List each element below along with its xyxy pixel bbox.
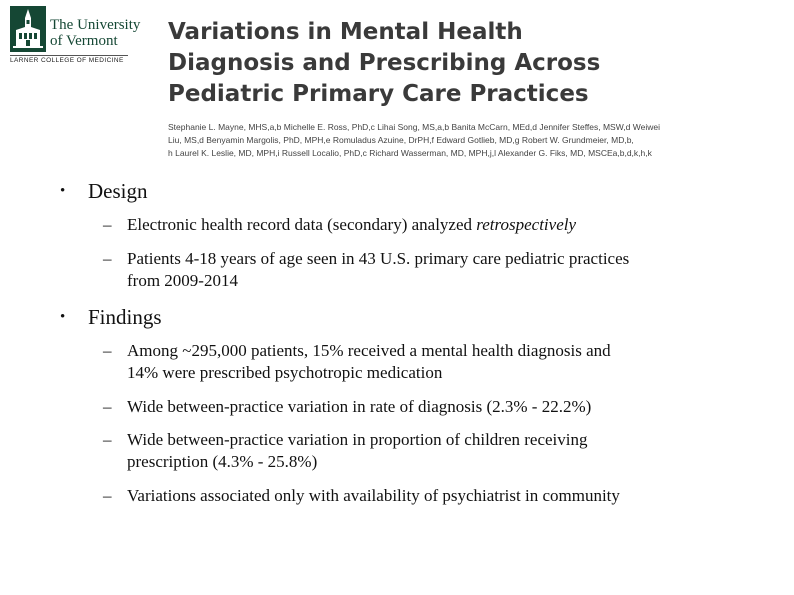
findings-heading (60, 305, 162, 329)
list-item-text: from 2009-2014 (127, 271, 238, 290)
author-line: Liu, MS,d Benyamin Margolis, PhD, MPH,e Romuladus Azuine, DrPH,f Edward Gotlieb, MD,g Robert W. Grundmeier, MD,b, (168, 135, 634, 145)
dash-icon: – (103, 249, 112, 268)
bullet-icon: • (60, 183, 66, 199)
list-item-emphasis: retrospectively (476, 215, 577, 234)
list-item (103, 429, 723, 473)
list-item (103, 396, 723, 418)
list-item (103, 214, 723, 236)
list-item-text: Wide between-practice variation in proportion of children receiving (127, 430, 588, 449)
list-item (103, 340, 723, 384)
list-item-text: prescription (4.3% - 25.8%) (127, 452, 318, 471)
design-label: Design (88, 179, 148, 203)
building-icon (10, 6, 46, 52)
list-item-text: Variations associated only with availability of psychiatrist in community (127, 486, 620, 505)
dash-icon: – (103, 486, 112, 505)
author-line: Stephanie L. Mayne, MHS,a,b Michelle E. Ross, PhD,c Lihai Song, MS,a,b Banita McCarn, MEd,d Jennifer Steffes, MSW,d Weiwei (168, 122, 660, 132)
uvm-logo (8, 4, 141, 64)
dash-icon: – (103, 215, 112, 234)
list-item (103, 485, 723, 507)
dash-icon: – (103, 397, 112, 416)
paper-authors (168, 121, 688, 160)
list-item-text: Patients 4-18 years of age seen in 43 U.S. primary care pediatric practices (127, 249, 630, 268)
list-item-text: Wide between-practice variation in rate of diagnosis (2.3% - 22.2%) (127, 397, 592, 416)
uvm-name-line2: of Vermont (50, 33, 118, 49)
list-item (103, 248, 723, 292)
dash-icon: – (103, 430, 112, 449)
design-heading (60, 179, 148, 203)
bullet-icon: • (60, 309, 66, 325)
logo-divider (10, 55, 128, 56)
paper-title-line: Pediatric Primary Care Practices (168, 81, 589, 107)
author-line: h Laurel K. Leslie, MD, MPH,i Russell Localio, PhD,c Richard Wasserman, MD, MPH,j,l Alexander G. Fiks, MD, MSCEa,b,d,k,h,k (168, 148, 652, 158)
paper-title-line: Diagnosis and Prescribing Across (168, 50, 601, 76)
list-item-text: Among ~295,000 patients, 15% received a mental health diagnosis and (127, 341, 611, 360)
findings-label: Findings (88, 305, 162, 329)
paper-title (168, 17, 688, 110)
uvm-name-line1: The University (50, 17, 141, 33)
list-item-text: Electronic health record data (secondary) analyzed (127, 215, 477, 234)
dash-icon: – (103, 341, 112, 360)
list-item-text: 14% were prescribed psychotropic medication (127, 363, 443, 382)
paper-title-line: Variations in Mental Health (168, 19, 523, 45)
college-name: LARNER COLLEGE OF MEDICINE (10, 57, 124, 64)
